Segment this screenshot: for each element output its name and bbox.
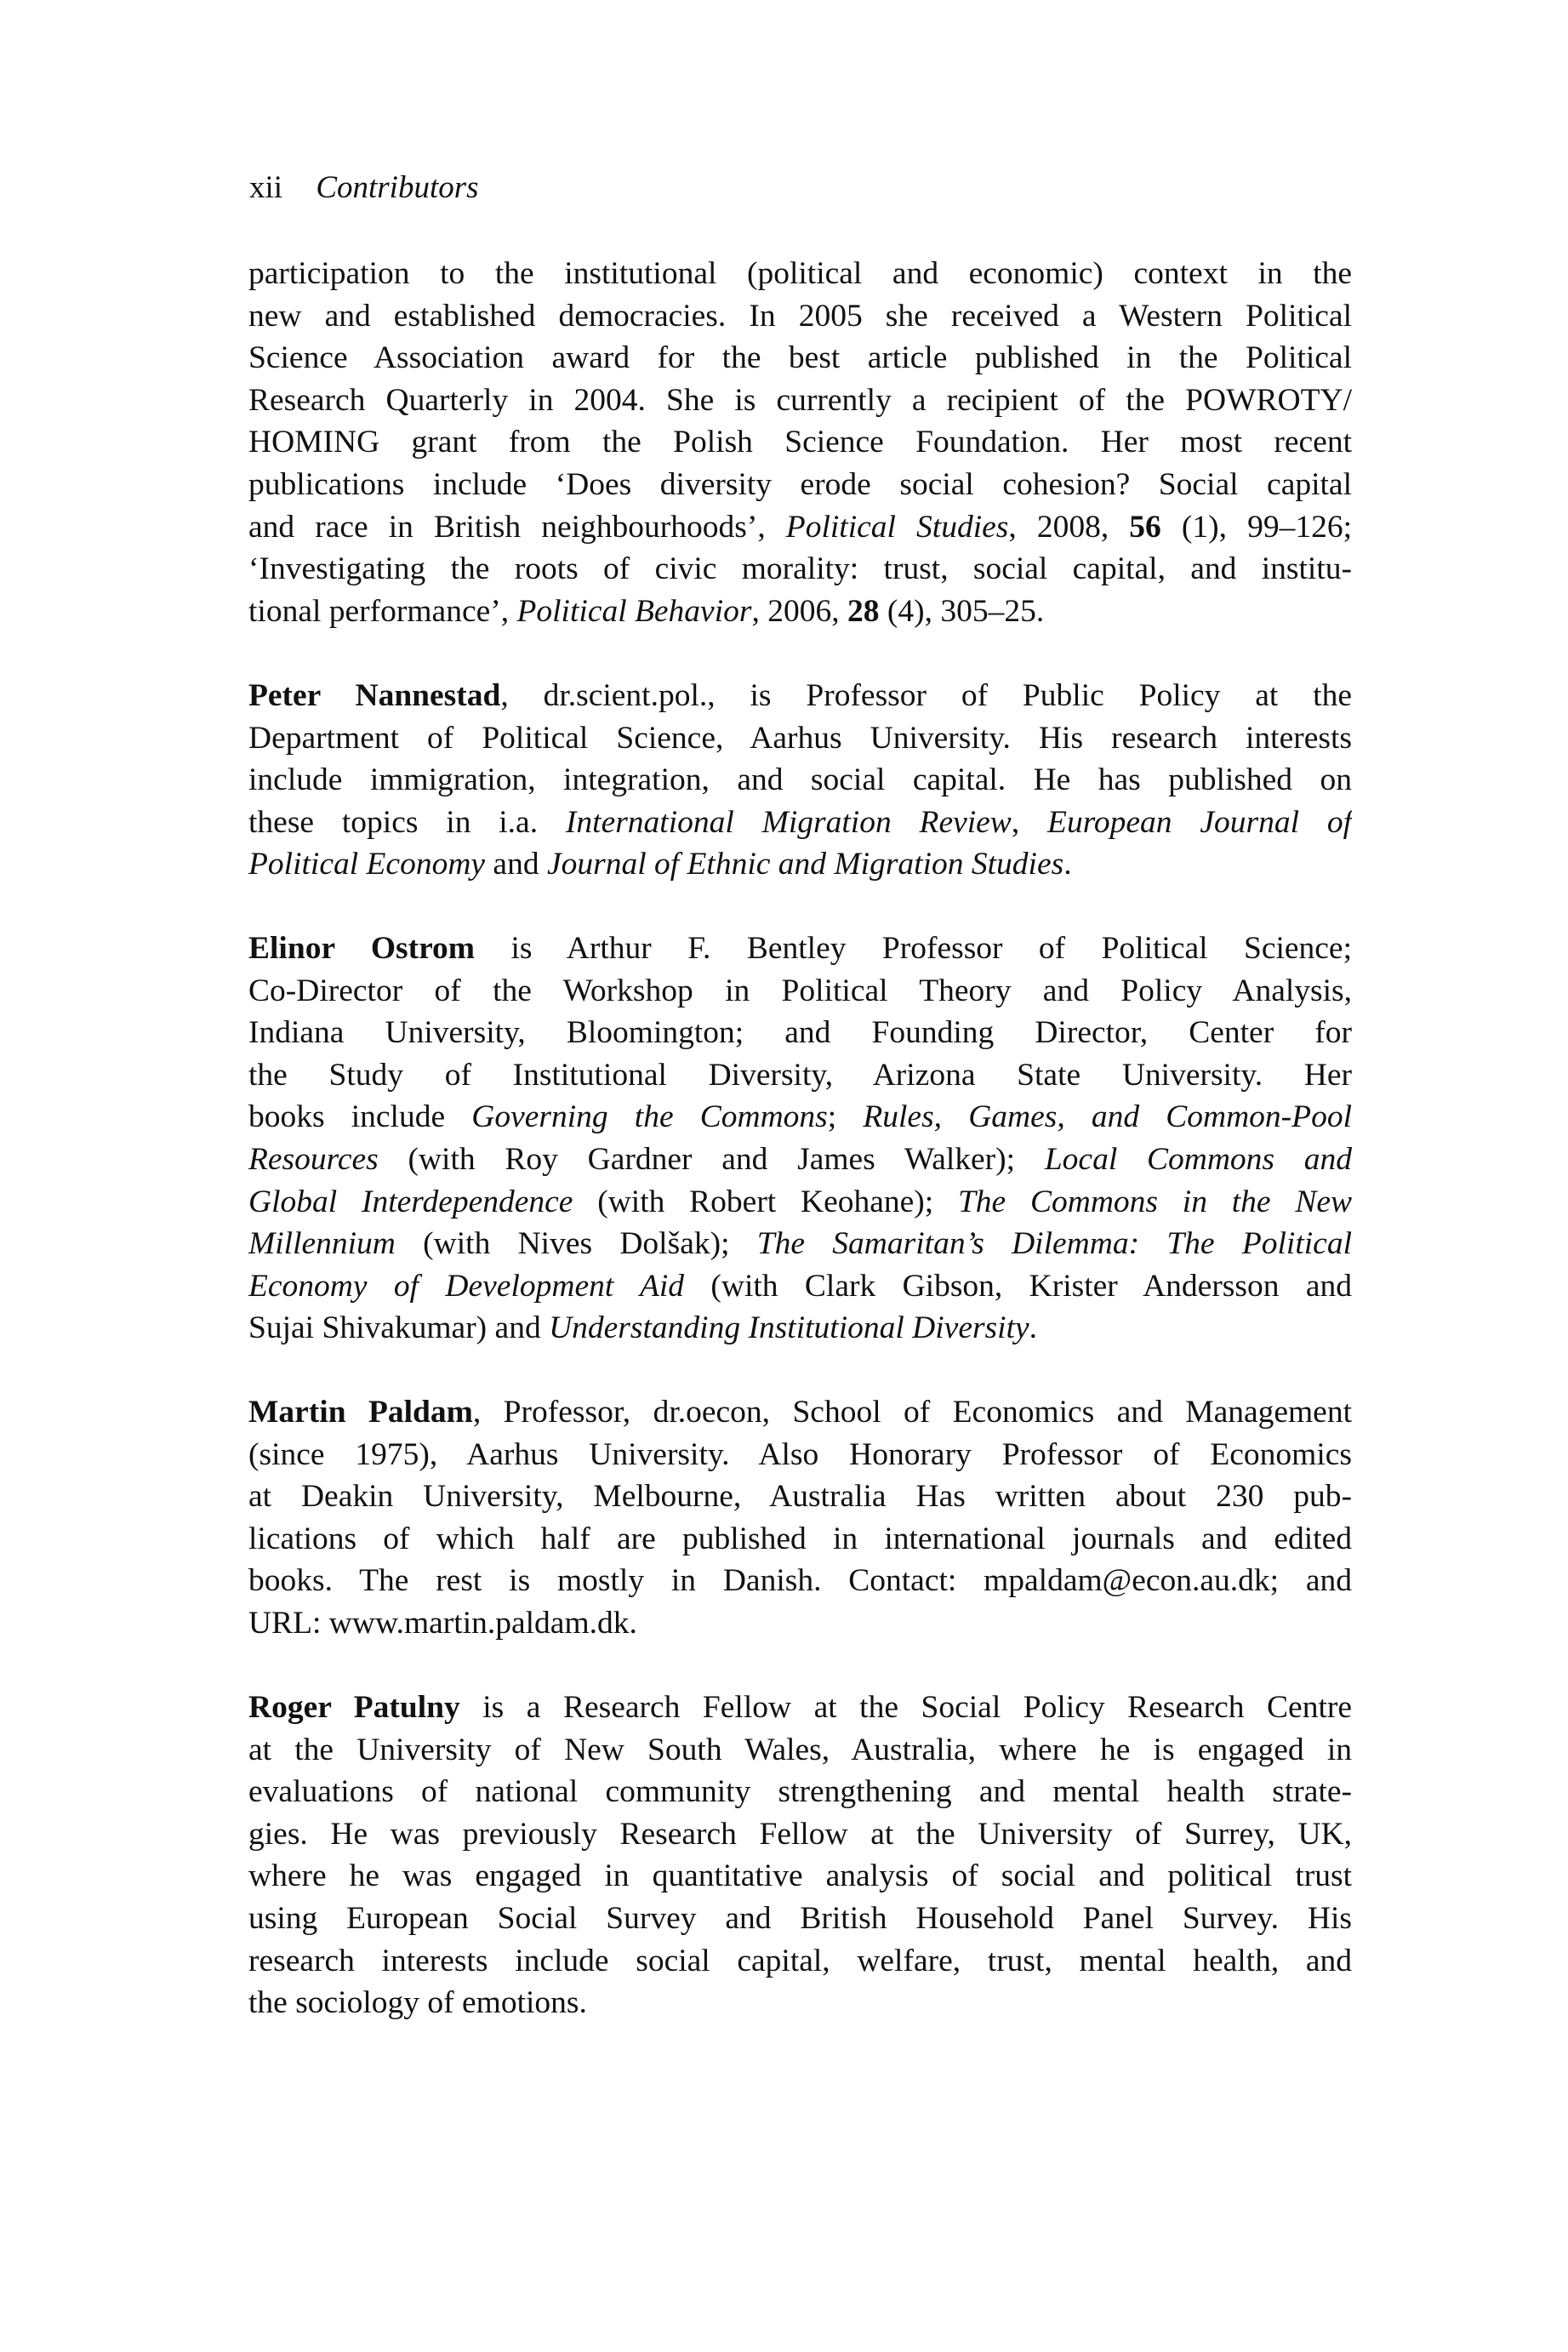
text-line xyxy=(248,1265,1352,1308)
publication-title: The Commons in the New xyxy=(957,1184,1352,1219)
text-run: Department of Political Science, Aarhus University. His research interests xyxy=(248,720,1352,756)
text-run: gies. He was previously Research Fellow at the University of Surrey, UK, xyxy=(248,1816,1352,1852)
contributor-name: 28 xyxy=(847,593,880,629)
contributor-bio-continued xyxy=(248,253,1352,632)
publication-title: Millennium xyxy=(248,1226,396,1262)
text-run: where he was engaged in quantitative analysis of social and political trust xyxy=(248,1858,1352,1894)
contributor-name: Martin Paldam xyxy=(248,1395,473,1430)
text-run: new and established democracies. In 2005 she received a Western Political xyxy=(248,298,1352,334)
running-head xyxy=(249,167,479,209)
text-line xyxy=(248,1139,1352,1181)
text-run: , xyxy=(1011,804,1048,840)
text-line xyxy=(248,1012,1352,1054)
contributor-name: Peter Nannestad xyxy=(248,678,501,713)
text-line xyxy=(248,295,1352,338)
text-run: at the University of New South Wales, Australia, where he is engaged in xyxy=(248,1732,1352,1767)
text-run: participation to the institutional (political and economic) context in the xyxy=(248,256,1352,291)
text-run: evaluations of national community strengthening and mental health strate- xyxy=(248,1774,1352,1810)
section-title: Contributors xyxy=(316,170,479,205)
text-run: (1), 99–126; xyxy=(1160,509,1352,545)
text-run: Science Association award for the best article published in the Political xyxy=(248,340,1352,376)
text-line xyxy=(248,1687,1352,1729)
text-run: (with Clark Gibson, Krister Andersson and xyxy=(684,1268,1352,1304)
publication-title: Economy of Development Aid xyxy=(248,1268,685,1304)
publication-title: Political Economy xyxy=(248,847,486,882)
text-line xyxy=(248,675,1352,717)
text-line xyxy=(248,1054,1352,1097)
contributor-bio-nannestad xyxy=(248,675,1352,886)
text-line xyxy=(248,1813,1352,1856)
text-run: , 2008, xyxy=(1008,509,1130,545)
publication-title: Political Behavior xyxy=(516,593,752,629)
text-run: the sociology of emotions. xyxy=(248,1985,587,2021)
text-line xyxy=(248,1518,1352,1561)
text-line xyxy=(248,548,1352,591)
text-line xyxy=(248,717,1352,760)
text-run: research interests include social capital, welfare, trust, mental health, and xyxy=(248,1943,1352,1978)
text-run: using European Social Survey and British Household Panel Survey. His xyxy=(248,1900,1352,1936)
text-line xyxy=(248,1940,1352,1983)
text-line xyxy=(248,253,1352,295)
text-run: these topics in i.a. xyxy=(248,804,566,840)
text-line xyxy=(248,843,1352,886)
text-run: at Deakin University, Melbourne, Australia Has written about 230 pub- xyxy=(248,1479,1352,1515)
page-number: xii xyxy=(249,170,283,205)
contributor-bio-patulny xyxy=(248,1687,1352,2024)
publication-title: Journal of Ethnic and Migration Studies xyxy=(546,847,1064,882)
text-run: HOMING grant from the Polish Science Foundation. Her most recent xyxy=(248,425,1352,460)
publication-title: International Migration Review xyxy=(565,804,1012,840)
text-run: , 2006, xyxy=(751,593,847,629)
publication-title: The Samaritan’s Dilemma: The Political xyxy=(756,1226,1352,1262)
text-line xyxy=(248,1855,1352,1898)
text-line xyxy=(248,928,1352,970)
text-run: . xyxy=(1063,847,1072,882)
text-line xyxy=(248,1434,1352,1476)
text-run: Indiana University, Bloomington; and Founding Director, Center for xyxy=(248,1015,1352,1051)
text-run: (4), 305–25. xyxy=(879,593,1045,629)
text-run: (with Robert Keohane); xyxy=(573,1184,958,1219)
publication-title: Political Studies xyxy=(785,509,1009,545)
publication-title: Understanding Institutional Diversity xyxy=(549,1310,1029,1346)
text-line xyxy=(248,759,1352,802)
text-run: is a Research Fellow at the Social Policy Research Centre xyxy=(459,1690,1352,1725)
text-line xyxy=(248,1729,1352,1772)
text-line xyxy=(248,1602,1352,1645)
text-run: , Professor, dr.oecon, School of Economics and Management xyxy=(472,1395,1352,1430)
text-run: lications of which half are published in international journals and edited xyxy=(248,1521,1352,1556)
text-line xyxy=(248,591,1352,633)
text-run: books. The rest is mostly in Danish. Contact: mpaldam@econ.au.dk; and xyxy=(248,1563,1352,1599)
text-line xyxy=(248,970,1352,1013)
text-line xyxy=(248,464,1352,506)
text-line xyxy=(248,337,1352,380)
text-run: (since 1975), Aarhus University. Also Honorary Professor of Economics xyxy=(248,1436,1352,1472)
text-run: the Study of Institutional Diversity, Arizona State University. Her xyxy=(248,1057,1352,1093)
publication-title: Rules, Games, and Common-Pool xyxy=(863,1099,1352,1135)
text-line xyxy=(248,506,1352,549)
text-run: (with Roy Gardner and James Walker); xyxy=(378,1141,1045,1177)
text-run: and race in British neighbourhoods’, xyxy=(248,509,786,545)
contributor-name: Roger Patulny xyxy=(248,1690,460,1725)
publication-title: Local Commons and xyxy=(1044,1141,1352,1177)
contributor-name: 56 xyxy=(1129,509,1161,545)
text-run: . xyxy=(1029,1310,1038,1346)
text-line xyxy=(248,1771,1352,1813)
text-run: books include xyxy=(248,1099,472,1135)
text-line xyxy=(248,1898,1352,1940)
text-run: Co-Director of the Workshop in Political Theory and Policy Analysis, xyxy=(248,973,1352,1008)
text-run: Research Quarterly in 2004. She is currently a recipient of the POWROTY/ xyxy=(248,382,1352,418)
publication-title: Governing the Commons xyxy=(471,1099,828,1135)
contributor-name: Elinor Ostrom xyxy=(248,931,476,966)
text-line xyxy=(248,1391,1352,1434)
text-line xyxy=(248,421,1352,464)
text-run: Sujai Shivakumar) and xyxy=(248,1310,550,1346)
publication-title: European Journal of xyxy=(1047,804,1352,840)
text-run: ‘Investigating the roots of civic morality: trust, social capital, and institu- xyxy=(248,551,1352,587)
text-run: and xyxy=(485,847,547,882)
text-run: URL: www.martin.paldam.dk. xyxy=(248,1605,637,1641)
text-line xyxy=(248,1307,1352,1350)
text-run: include immigration, integration, and social capital. He has published on xyxy=(248,762,1352,798)
text-line xyxy=(248,1181,1352,1224)
text-line xyxy=(248,1476,1352,1518)
text-run: tional performance’, xyxy=(248,593,517,629)
contributor-bio-paldam xyxy=(248,1391,1352,1645)
text-run: (with Nives Dolšak); xyxy=(395,1226,757,1262)
text-run: , dr.scient.pol., is Professor of Public Policy at the xyxy=(500,678,1352,713)
text-run: publications include ‘Does diversity erode social cohesion? Social capital xyxy=(248,466,1352,502)
text-line xyxy=(248,1223,1352,1265)
text-line xyxy=(248,1560,1352,1602)
text-line xyxy=(248,802,1352,844)
text-run: is Arthur F. Bentley Professor of Political Science; xyxy=(475,931,1352,966)
text-line xyxy=(248,380,1352,422)
contributor-bio-ostrom xyxy=(248,928,1352,1350)
text-run: ; xyxy=(827,1099,864,1135)
text-line xyxy=(248,1982,1352,2024)
publication-title: Resources xyxy=(248,1141,379,1177)
publication-title: Global Interdependence xyxy=(248,1184,573,1219)
text-line xyxy=(248,1096,1352,1139)
